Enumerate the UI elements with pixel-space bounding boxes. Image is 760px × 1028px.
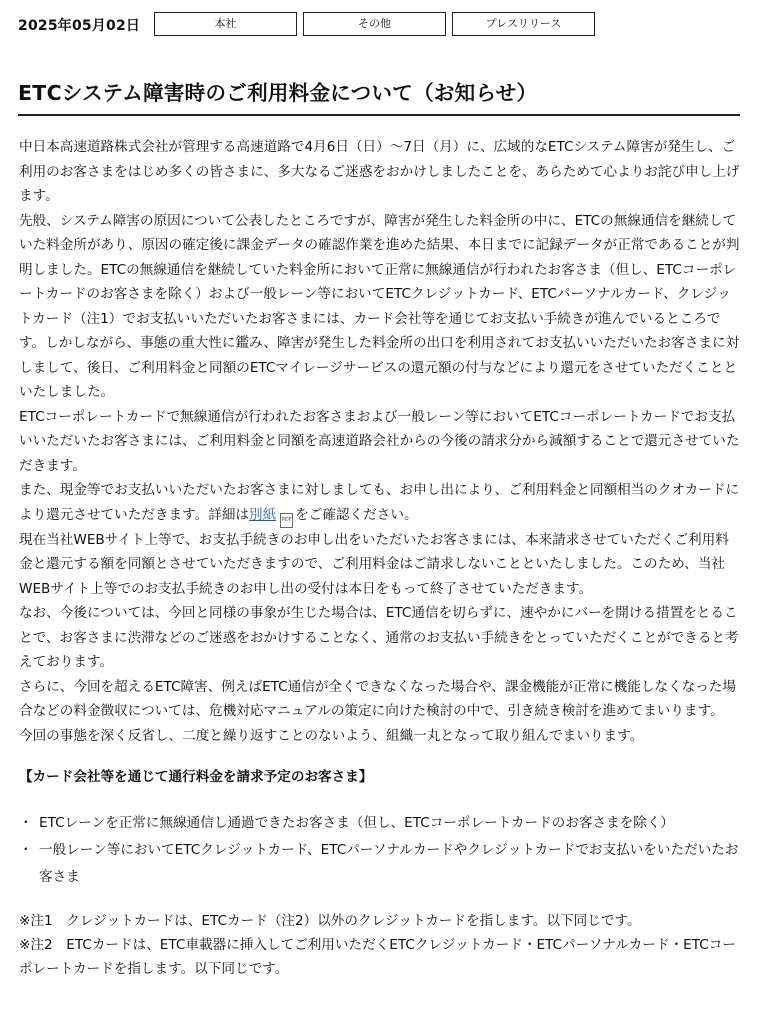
list-item: ・ 一般レーン等においてETCクレジットカード、ETCパーソナルカードやクレジットカードでお支払いをいただいたお客さま xyxy=(19,837,741,891)
paragraph-refund-plan: 先般、システム障害の原因について公表したところですが、障害が発生した料金所の中に、ETCの無線通信を継続していた料金所があり、原因の確定後に課金データの確認作業を進めた結果、本日までに記録データが正常であることが判明しました。ETCの無線通信を継続していた料金所において正常に無線通信が行われたお客さま（但し、ETCコーポレートカードのお客さまを除く）および一般レーン等においてETCクレジットカード、ETCパーソナルカード、クレジットカード（注1）でお支払いいただいたお客さまには、カード会社等を通じてお支払い手続きが進んでいるところです。しかしながら、事態の重大性に鑑み、障害が発生した料金所の出口を利用されてお支払いいただいたお客さまに対しまして、後日、ご利用料金と同額のETCマイレージサービスの還元額の付与などにより還元をさせていただくことといたしました。 xyxy=(19,212,740,400)
tag-other[interactable]: その他 xyxy=(303,12,446,36)
paragraph-apology: 中日本高速道路株式会社が管理する高速道路で4月6日（日）～7日（月）に、広域的なETCシステム障害が発生し、ご利用のお客さまをはじめ多くの皆さまに、多大なるご迷惑をおかけしましたことを、あらためて心よりお詫び申し上げます。 xyxy=(19,139,740,204)
footnote-2: ※注2 ETCカードは、ETC車載器に挿入してご利用いただくETCクレジットカード・ETCパーソナルカード・ETCコーポレートカードを指します。以下同じです。 xyxy=(19,936,736,977)
article-body xyxy=(19,135,741,981)
cash-paragraph-tail: をご確認ください。 xyxy=(295,506,418,523)
pdf-icon[interactable]: PDF xyxy=(280,513,293,528)
title-divider xyxy=(18,114,740,116)
footnotes xyxy=(19,909,741,981)
list-item: ・ ETCレーンを正常に無線通信し通過できたお客さま（但し、ETCコーポレートカードのお客さまを除く） xyxy=(19,810,741,837)
article-meta xyxy=(18,12,748,37)
publish-date: 2025年05月02日 xyxy=(18,18,141,34)
page-title: ETCシステム障害時のご利用料金について（お知らせ） xyxy=(18,81,538,105)
paragraph-cash-refund xyxy=(19,478,741,528)
paragraph-corporate-card: ETCコーポレートカードで無線通信が行われたお客さまおよび一般レーン等においてETCコーポレートカードでお支払いいただいたお客さまには、ご利用料金と同額を高速道路会社からの今後の請求分から減額することで還元させていただきます。 xyxy=(19,408,740,474)
paragraph-web-procedure: 現在当社WEBサイト上等で、お支払手続きのお申し出をいただいたお客さまには、本来請求させていただくご利用料金と還元する額を同額とさせていただきますので、ご利用料金はご請求しないことといたしました。このため、当社WEBサイト上等でのお支払手続きのお申し出の受付は本日をもって終了させていただきます。 xyxy=(19,531,729,597)
attachment-link[interactable]: 別紙 xyxy=(249,506,277,523)
tag-press-release[interactable]: プレスリリース xyxy=(452,12,595,36)
section-heading: 【カード会社等を通じて通行料金を請求予定のお客さま】 xyxy=(19,769,373,785)
paragraph-closing: 今回の事態を深く反省し、二度と繰り返すことのないよう、組織一丸となって取り組んでまいります。 xyxy=(19,727,644,744)
footnote-1: ※注1 クレジットカードは、ETCカード（注2）以外のクレジットカードを指します。以下同じです。 xyxy=(19,912,641,929)
cash-paragraph-text: また、現金等でお支払いいただいたお客さまに対しましても、お申し出により、ご利用料金と同額相当のクオカードにより還元させていただきます。詳細は xyxy=(19,482,740,523)
tag-head-office[interactable]: 本社 xyxy=(154,12,297,36)
customer-list xyxy=(19,810,741,891)
paragraph-future-measures: なお、今後については、今回と同様の事象が生じた場合は、ETC通信を切らずに、速やかにバーを開ける措置をとることで、お客さまに渋滞などのご迷惑をおかけすることなく、通常のお支払い手続きをとっていただくことができると考えております。 xyxy=(19,605,739,670)
paragraph-further-study: さらに、今回を超えるETC障害、例えばETC通信が全くできなくなった場合や、課金機能が正常に機能しなくなった場合などの料金徴収については、危機対応マニュアルの策定に向けた検討の中で、引き続き検討を進めてまいります。 xyxy=(19,678,736,719)
